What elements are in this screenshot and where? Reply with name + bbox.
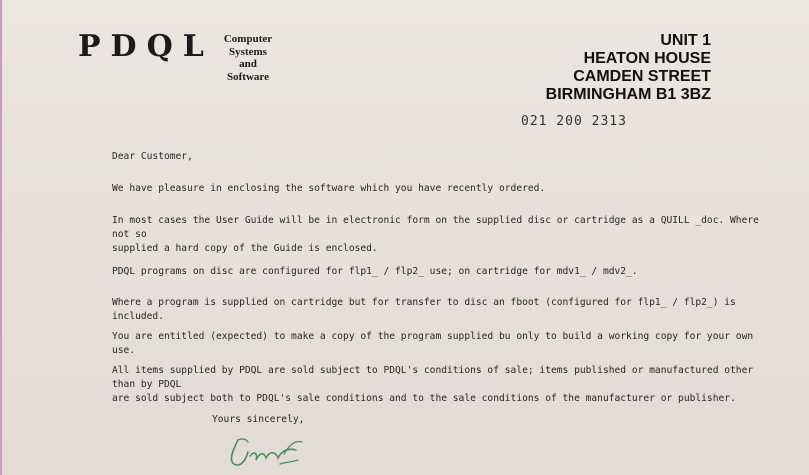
- tagline-line: and: [239, 58, 257, 70]
- paragraph: PDQL programs on disc are configured for flp1_ / flp2_ use; on cartridge for mdv1_ / mdv2_.: [112, 266, 638, 277]
- paragraph: You are entitled (expected) to make a copy of the program supplied bu only to build a working copy for your own use.: [112, 331, 759, 356]
- paragraph: All items supplied by PDQL are sold subject to PDQL's conditions of sale; items published or manufactured other than by PDQL are sold subject both to PDQL's sale conditions and to the sale conditions of the manufacturer or publisher.: [112, 365, 754, 404]
- company-address: [546, 32, 711, 104]
- tagline-line: Software: [227, 70, 269, 83]
- closing: Yours sincerely,: [212, 414, 305, 425]
- company-tagline: [214, 33, 282, 83]
- paragraph: In most cases the User Guide will be in electronic form on the supplied disc or cartridge as a QUILL _doc. Where not so supplied a hard copy of the Guide is enclosed.: [112, 215, 759, 254]
- handwritten-signature: [224, 430, 314, 470]
- tagline-line: Systems: [229, 45, 267, 58]
- address-line: UNIT 1: [660, 32, 711, 49]
- company-logo: PDQL: [78, 29, 214, 64]
- address-line: CAMDEN STREET: [573, 68, 711, 85]
- tagline-line: Computer: [223, 33, 273, 45]
- paragraph: We have pleasure in enclosing the software which you have recently ordered.: [112, 183, 546, 194]
- greeting: Dear Customer,: [112, 151, 193, 162]
- address-line: BIRMINGHAM B1 3BZ: [545, 86, 711, 103]
- paragraph: Where a program is supplied on cartridge but for transfer to disc an fboot (configured for flp1_ / flp2_) is included.: [112, 297, 742, 322]
- phone-number: 021 200 2313: [521, 114, 627, 129]
- address-line: HEATON HOUSE: [583, 50, 711, 67]
